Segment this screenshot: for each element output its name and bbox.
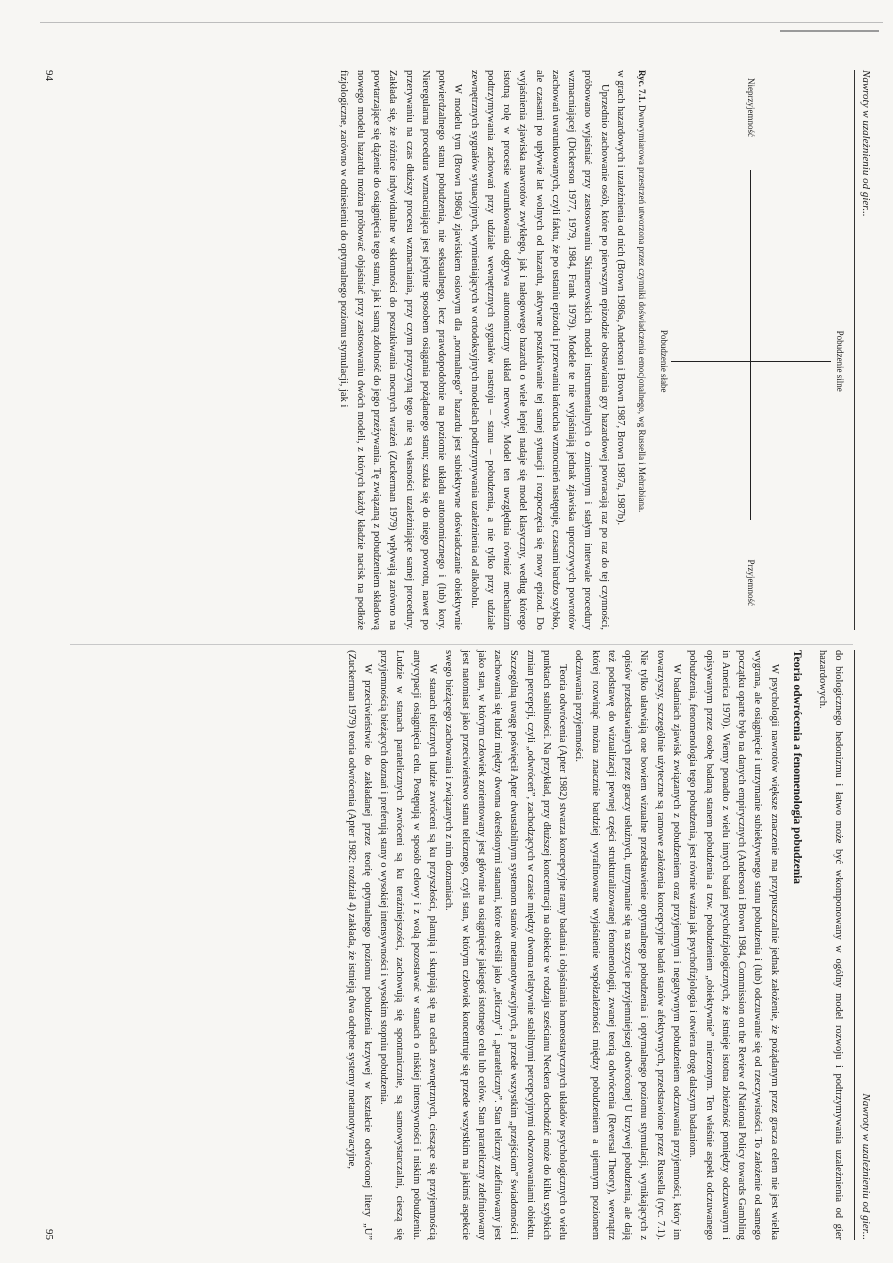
figure-horizontal-axis [750,170,751,520]
caption-text: Dwuwymiarowa przestrzeń utworzona przez czynniki doświadczenia emocjonalnego, wg Russella i Mehrabiana. [636,104,647,513]
paragraph: W przeciwieństwie do zakładanej przez teorię optymalnego poziomu pobudzenia krzywej w kształcie odwróconej litery „U” (Zuckerman 1979) teoria odwrócenia (Apter 1982: rozdział 4) zakłada, że istnieją dwa odrębne systemy metamotywacyjne, [345,650,373,1240]
section-heading: Teoria odwrócenia a fenomenologia pobudzenia [791,650,804,885]
figure-label-top: Pobudzenie silne [834,330,845,392]
page-number: 95 [43,1229,56,1240]
scan-edge-mark [780,30,879,32]
paragraph-intro: do biologicznego hedonizmu i łatwo może być wkomponowany w ogólny model rozwoju i podtrzymywania uzależnienia od gier hazardowych. [816,650,844,1240]
page-94 [40,70,874,630]
paragraph: W badaniach zjawisk związanych z pobudzeniem oraz przyjemnym i negatywnym pobudzeniem odczuwania przyjemności, który im towarzyszy, szczególnie użyteczne są ramowe założenia koncepcyjne badań stanów afektywnych, przedstawione przez Russella (ryc. 7.1). Nie tylko ułatwiają one bowiem wizualne przedstawienie optymalnego pobudzenia i optymalnego poziomu stymulacji, wynikających z opisów przedstawianych przez graczy usłużnych, utrzymanie się na szczycie przyjemniejszej odwróconej U krzywej pobudzenia, ale dają też podstawę do wizualizacji pewnej części strukturalizowanej fenomenologii, zwanej teorią odwrócenia (Reversal Theory), wewnątrz której rozwinąć można znacznie bardziej wyrafinowane wyjaśnienie współzależności między pobudzeniem a ujemnym poziomem odczuwania przyjemności. [573,650,683,1240]
figure-arousal-space [656,70,846,630]
running-head: Nawroty w uzależnieniu od gier... [854,650,874,1240]
figure-vertical-axis [671,361,831,362]
caption-number: Ryc. 7.1. [636,70,647,103]
paragraph: Uprzednio zachowanie osób, które po pierwszym epizodzie obstawiania gry hazardowej powracają raz po raz do tej czynności, próbowano wyjaśniać przy zastosowaniu Skinnerowskich modeli instrumentalnych o zmiennym i stałym interwale procedury wzmacniającej (Dickerson 1977, 1979, 1984, Frank 1979). Modele te nie wyjaśniają jednak zjawiska uporczywych powrotów zachowań uwarunkowanych, czyli faktu, że po ustaniu epizodu i przerwaniu łańcucha wzmocnień następuje, czasami bardzo szybko, ale czasami po upływie lat wolnych od hazardu, aktywne poszukiwanie tej samej sytuacji i rozpoczęcia się nowy epizod. Do wyjaśnienia zjawiska nawrotów zwykłego, jak i nałogowego hazardu o wiele lepiej nadaje się model klasyczny, według którego istotną rolę w procesie warunkowania odgrywa autonomiczny układ nerwowy. Model ten uwzględnia również mechanizm podtrzymywania zachowań przy udziale wewnętrznych sygnałów nastroju – stanu – pobudzenia, a nie tylko przy udziale zewnętrznych sygnałów sytuacyjnych, wymieniających w ortodoksyjnych modelach podtrzymywania uzależnienia od alkoholu. [468,70,610,630]
running-head: Nawroty w uzależnieniu od gier... [854,70,874,630]
page-divider [70,644,853,645]
figure-label-right: Przyjemność [745,559,756,606]
figure-label-bottom: Pobudzenie słabe [658,329,669,393]
page-number: 94 [43,70,56,81]
page-95 [40,650,874,1240]
paragraph: w grach hazardowych i uzależnienia od nich (Brown 1986a, Anderson i Brown 1987, Brown 1987a, 1987b). [615,70,627,526]
scan-edge-line [40,22,883,23]
paragraph: Teoria odwrócenia (Apter 1982) stwarza koncepcyjne ramy badania i objaśniania homeostatycznych układów psychologicznych o wielu punktach stabilności. Na przykład, przy dłuższej koncentracji na obiekcie w rodzaju sześcianu Neckera dochodzić może do kilku szybkich zmian percepcji, czyli „odwróceń”, zachodzących w czasie między dwoma relatywnie stabilnymi percepcyjnymi odwzorowaniami obiektu. Szczególną uwagę poświęcił Apter dwustabilnym systemom stanów metamotywacyjnych, a przede wszystkim „przejściom” świadomości i zachowania się ludzi między dwoma określonymi stanami, które określił jako „teliczny” i „parateliczny”. Stan teliczny zdefiniowany jest jako stan, w którym człowiek zorientowany jest głównie na osiągnięcie jakiegoś istotnego celu lub celów. Stan parateliczny zdefiniowany jest natomiast jako przeciwieństwo stanu telicznego, czyli stan, w którym człowiek koncentruje się przede wszystkim na jakimś aspekcie swego bieżącego zachowania i związanych z nim doznaniach. [443,650,569,1240]
figure-label-left: Nieprzyjemność [745,78,756,137]
paragraph: W psychologii nawrotów większe znaczenie ma przypuszczalnie jednak założenie, że pożądanym przez gracza celem nie jest wielka wygrana, ale osiągnięcie i utrzymanie subiektywnego stanu pobudzenia i (lub) odczuwanie się od rzeczywistości. To założenie od samego początku oparte było na danych empirycznych (Anderson i Brown 1984, Commission on the Review of National Policy towards Gambling in America 1970). Wiemy ponadto z wielu innych badań psychofizjologicznych, że istnieje istotna zbieżność pomiędzy odczuwanym i opisywanym przez osobę badaną stanem pobudzenia a tzw. pobudzeniem „obiektywnie” mierzonym. Ten właśnie aspekt odczuwanego pobudzenia, fenomenologia tego pobudzenia, jest równie ważna jak psychofizjologia i otwiera drogę dalszym badaniom. [687,650,780,1240]
paragraph: W stanach telicznych ludzie zwróceni są ku przyszłości, planują i skupiają się na celach zewnętrznych, cieszące się przyjemnością antycypacji osiągnięcia celu. Postępują w sposób celowy i z wolą pozostawać w stanach o niskiej intensywności i niskim pobudzeniu. Ludzie w stanach paratelicznych zwróceni są ku teraźniejszości, zachowują się spontanicznie, są samowystarczalni, cieszą się przyjemnością bieżących doznań i preferują stany o wysokiej intensywności i wysokim stopniu pobudzenia. [378,650,439,1240]
figure-caption [634,70,648,630]
paragraph: W modelu tym (Brown 1986a) zjawiskiem osiowym dla „normalnego” hazardu jest subiektywne doświadczanie obiektywnie potwierdzalnego stanu pobudzenia, nie seksualnego, lecz prawdopodobnie na poziomie układu autonomicznego i (lub) kory. Nieregularna procedura wzmacniająca jest jedynie sposobem osiągania pożądanego stanu; szuka się do niego powrotu, nawet po przerywaniu na czas dłuższy procesu wzmacniania, przy czym przyczyną tego nie są własności uzależniające samej procedury. Zakłada się, że różnice indywidualne w skłonności do poszukiwania mocnych wrażeń (Zuckerman 1979) wpływają zarówno na powtarzające się dążenie do osiągnięcia tego stanu, jak i samą zdolność do jego przeżywania. Tę związaną z pobudzeniem składową nowego modelu hazardu można próbować objaśniać przy zastosowaniu dwóch modeli, z których każdy kładzie nacisk na podłoże fizjologiczne, zarówno w odniesieniu do optymalnego poziomu stymulacji, jak i [338,70,464,630]
